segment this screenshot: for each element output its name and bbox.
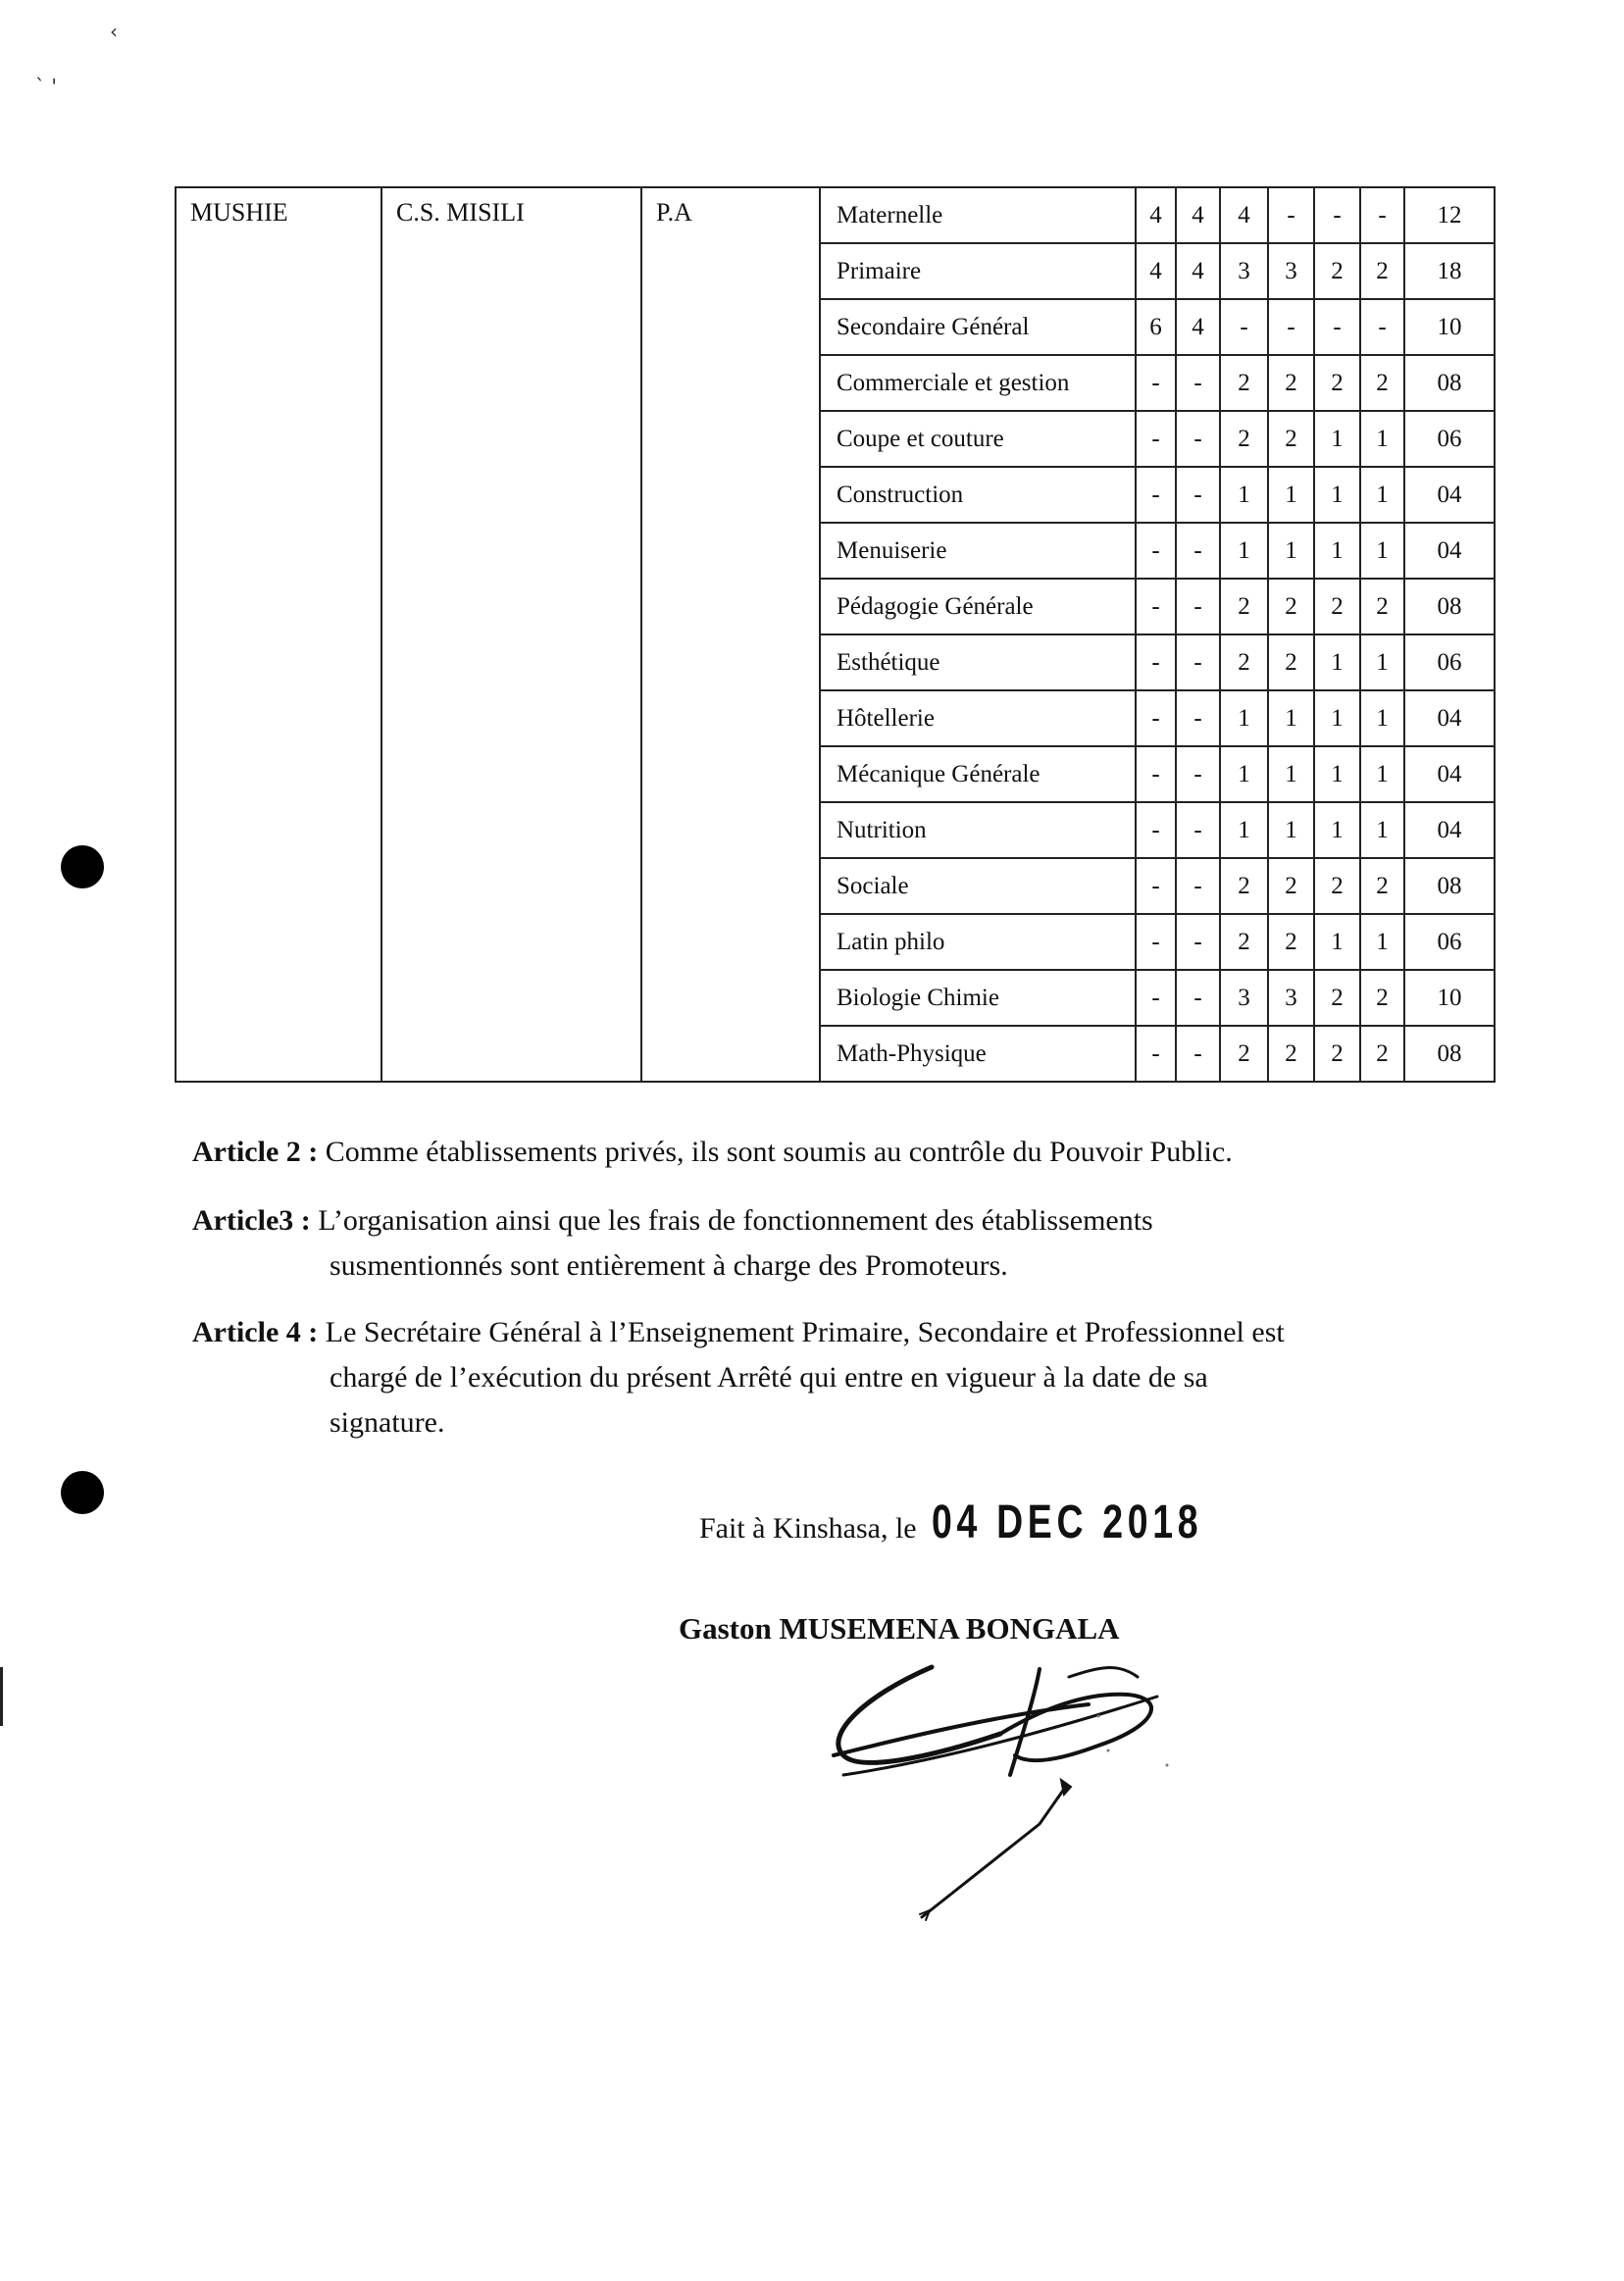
- place-date-line: [699, 1495, 1279, 1549]
- count-cell: 4: [1136, 243, 1176, 299]
- level-cell: Maternelle: [820, 187, 1136, 243]
- count-cell: 2: [1268, 355, 1314, 411]
- count-cell: 2: [1360, 1026, 1404, 1082]
- count-cell: -: [1136, 970, 1176, 1026]
- total-cell: 04: [1404, 802, 1495, 858]
- count-cell: -: [1176, 970, 1220, 1026]
- level-cell: Math-Physique: [820, 1026, 1136, 1082]
- count-cell: -: [1136, 411, 1176, 467]
- count-cell: 1: [1360, 634, 1404, 690]
- count-cell: -: [1268, 299, 1314, 355]
- article-text: chargé de l’exécution du présent Arrêté qui entre en vigueur à la date de sa: [330, 1361, 1208, 1394]
- count-cell: 2: [1220, 579, 1268, 634]
- count-cell: -: [1176, 467, 1220, 523]
- level-cell: Latin philo: [820, 914, 1136, 970]
- count-cell: 4: [1176, 187, 1220, 243]
- count-cell: 2: [1314, 970, 1360, 1026]
- date-stamp: 04 DEC 2018: [932, 1496, 1203, 1548]
- article-label: Article 2 :: [192, 1136, 319, 1168]
- level-cell: Primaire: [820, 243, 1136, 299]
- article-label: Article 4 :: [192, 1316, 319, 1348]
- signature-icon: [804, 1657, 1216, 1922]
- school-cell: C.S. MISILI: [381, 187, 641, 1082]
- count-cell: 2: [1268, 914, 1314, 970]
- count-cell: 2: [1220, 914, 1268, 970]
- count-cell: -: [1360, 187, 1404, 243]
- count-cell: 1: [1360, 802, 1404, 858]
- signer-name: Gaston MUSEMENA BONGALA: [679, 1611, 1120, 1646]
- total-cell: 04: [1404, 690, 1495, 746]
- article-text: Comme établissements privés, ils sont soumis au contrôle du Pouvoir Public.: [325, 1136, 1233, 1168]
- count-cell: -: [1314, 187, 1360, 243]
- count-cell: -: [1136, 802, 1176, 858]
- total-cell: 08: [1404, 355, 1495, 411]
- count-cell: -: [1176, 579, 1220, 634]
- total-cell: 10: [1404, 299, 1495, 355]
- count-cell: 1: [1268, 802, 1314, 858]
- total-cell: 18: [1404, 243, 1495, 299]
- total-cell: 04: [1404, 523, 1495, 579]
- count-cell: 1: [1268, 746, 1314, 802]
- count-cell: 2: [1220, 1026, 1268, 1082]
- count-cell: 2: [1220, 858, 1268, 914]
- count-cell: 1: [1314, 802, 1360, 858]
- count-cell: 2: [1220, 355, 1268, 411]
- count-cell: 4: [1136, 187, 1176, 243]
- count-cell: 2: [1268, 579, 1314, 634]
- level-cell: Mécanique Générale: [820, 746, 1136, 802]
- total-cell: 08: [1404, 579, 1495, 634]
- count-cell: 2: [1360, 355, 1404, 411]
- level-cell: Coupe et couture: [820, 411, 1136, 467]
- count-cell: 2: [1360, 579, 1404, 634]
- margin-mark: ‹: [110, 20, 118, 43]
- total-cell: 10: [1404, 970, 1495, 1026]
- count-cell: -: [1220, 299, 1268, 355]
- count-cell: 1: [1360, 467, 1404, 523]
- count-cell: -: [1176, 690, 1220, 746]
- count-cell: -: [1136, 523, 1176, 579]
- count-cell: 1: [1360, 411, 1404, 467]
- level-cell: Construction: [820, 467, 1136, 523]
- count-cell: 4: [1176, 243, 1220, 299]
- count-cell: 2: [1268, 1026, 1314, 1082]
- total-cell: 06: [1404, 914, 1495, 970]
- level-cell: Esthétique: [820, 634, 1136, 690]
- count-cell: 1: [1314, 746, 1360, 802]
- count-cell: -: [1176, 411, 1220, 467]
- count-cell: 1: [1268, 523, 1314, 579]
- level-cell: Commerciale et gestion: [820, 355, 1136, 411]
- count-cell: 1: [1268, 467, 1314, 523]
- count-cell: 1: [1314, 914, 1360, 970]
- total-cell: 08: [1404, 1026, 1495, 1082]
- count-cell: -: [1360, 299, 1404, 355]
- schools-table: [175, 186, 1496, 1083]
- count-cell: -: [1176, 802, 1220, 858]
- count-cell: -: [1136, 634, 1176, 690]
- count-cell: 1: [1314, 411, 1360, 467]
- count-cell: 1: [1220, 467, 1268, 523]
- article-2: [192, 1130, 1467, 1175]
- count-cell: -: [1176, 523, 1220, 579]
- count-cell: 2: [1220, 411, 1268, 467]
- regime-cell: P.A: [641, 187, 820, 1082]
- province-cell: MUSHIE: [176, 187, 381, 1082]
- place-text: Fait à Kinshasa, le: [699, 1512, 917, 1545]
- count-cell: 1: [1314, 467, 1360, 523]
- count-cell: 2: [1314, 355, 1360, 411]
- count-cell: -: [1176, 914, 1220, 970]
- count-cell: 1: [1314, 523, 1360, 579]
- article-label: Article3 :: [192, 1204, 311, 1237]
- count-cell: 1: [1314, 634, 1360, 690]
- count-cell: 1: [1360, 690, 1404, 746]
- article-text: susmentionnés sont entièrement à charge des Promoteurs.: [330, 1249, 1008, 1282]
- count-cell: 2: [1360, 858, 1404, 914]
- count-cell: 4: [1176, 299, 1220, 355]
- total-cell: 06: [1404, 634, 1495, 690]
- total-cell: 04: [1404, 746, 1495, 802]
- article-text: Le Secrétaire Général à l’Enseignement Primaire, Secondaire et Professionnel est: [325, 1316, 1285, 1348]
- count-cell: 2: [1360, 243, 1404, 299]
- count-cell: 3: [1220, 970, 1268, 1026]
- count-cell: 2: [1268, 411, 1314, 467]
- total-cell: 12: [1404, 187, 1495, 243]
- article-text: signature.: [330, 1406, 445, 1439]
- count-cell: 1: [1268, 690, 1314, 746]
- table-row: [176, 187, 1495, 243]
- count-cell: 1: [1360, 523, 1404, 579]
- count-cell: -: [1176, 746, 1220, 802]
- punch-hole-icon: [61, 845, 104, 888]
- total-cell: 08: [1404, 858, 1495, 914]
- count-cell: 2: [1314, 579, 1360, 634]
- margin-mark: ` ': [35, 75, 57, 98]
- level-cell: Biologie Chimie: [820, 970, 1136, 1026]
- count-cell: -: [1136, 1026, 1176, 1082]
- count-cell: -: [1136, 858, 1176, 914]
- count-cell: -: [1136, 746, 1176, 802]
- count-cell: -: [1136, 914, 1176, 970]
- count-cell: -: [1136, 690, 1176, 746]
- count-cell: 4: [1220, 187, 1268, 243]
- level-cell: Hôtellerie: [820, 690, 1136, 746]
- article-text: L’organisation ainsi que les frais de fonctionnement des établissements: [318, 1204, 1153, 1237]
- count-cell: 2: [1268, 634, 1314, 690]
- count-cell: 2: [1220, 634, 1268, 690]
- count-cell: 1: [1220, 746, 1268, 802]
- count-cell: 1: [1220, 690, 1268, 746]
- count-cell: 1: [1314, 690, 1360, 746]
- count-cell: -: [1314, 299, 1360, 355]
- total-cell: 04: [1404, 467, 1495, 523]
- article-3: [192, 1198, 1467, 1289]
- level-cell: Secondaire Général: [820, 299, 1136, 355]
- count-cell: 2: [1314, 1026, 1360, 1082]
- count-cell: -: [1176, 355, 1220, 411]
- count-cell: -: [1136, 355, 1176, 411]
- level-cell: Sociale: [820, 858, 1136, 914]
- count-cell: -: [1268, 187, 1314, 243]
- count-cell: 2: [1314, 243, 1360, 299]
- count-cell: -: [1176, 1026, 1220, 1082]
- scan-edge-line: [0, 1667, 3, 1726]
- count-cell: 6: [1136, 299, 1176, 355]
- level-cell: Pédagogie Générale: [820, 579, 1136, 634]
- count-cell: 3: [1268, 970, 1314, 1026]
- article-4: [192, 1310, 1467, 1445]
- count-cell: 2: [1314, 858, 1360, 914]
- count-cell: 2: [1268, 858, 1314, 914]
- count-cell: -: [1176, 858, 1220, 914]
- count-cell: 3: [1268, 243, 1314, 299]
- count-cell: 1: [1220, 802, 1268, 858]
- total-cell: 06: [1404, 411, 1495, 467]
- count-cell: 1: [1360, 746, 1404, 802]
- punch-hole-icon: [61, 1471, 104, 1514]
- count-cell: 1: [1360, 914, 1404, 970]
- level-cell: Nutrition: [820, 802, 1136, 858]
- count-cell: -: [1176, 634, 1220, 690]
- count-cell: -: [1136, 579, 1176, 634]
- count-cell: 2: [1360, 970, 1404, 1026]
- count-cell: -: [1136, 467, 1176, 523]
- level-cell: Menuiserie: [820, 523, 1136, 579]
- count-cell: 3: [1220, 243, 1268, 299]
- count-cell: 1: [1220, 523, 1268, 579]
